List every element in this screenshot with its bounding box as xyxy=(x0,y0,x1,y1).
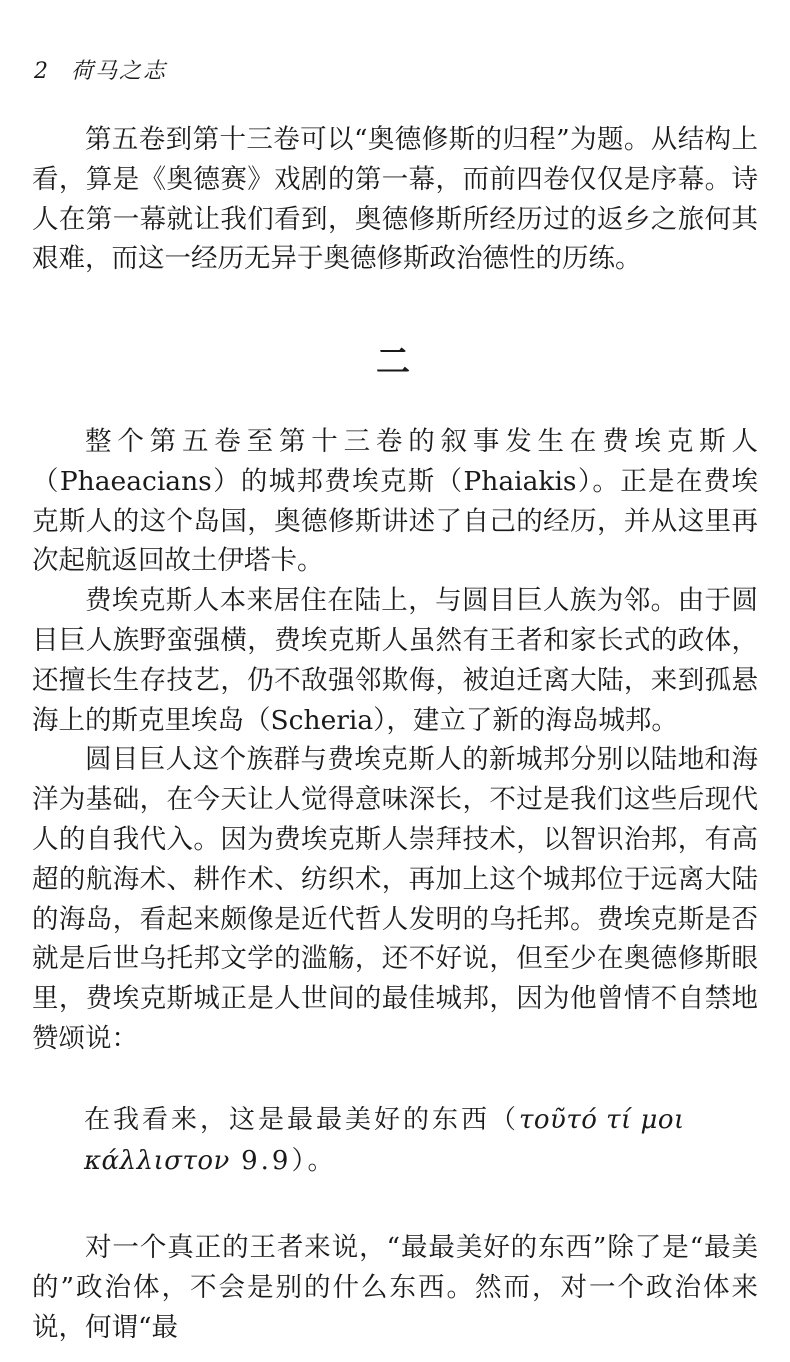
text-block-middle xyxy=(32,422,758,1059)
block-quote xyxy=(84,1100,756,1182)
text-block-bottom xyxy=(32,1228,758,1347)
running-header xyxy=(34,54,167,85)
section-number: 二 xyxy=(376,342,414,382)
text-block-top xyxy=(32,120,758,279)
running-title: 荷马之志 xyxy=(71,59,168,84)
paragraph: 整个第五卷至第十三卷的叙事发生在费埃克斯人（Phaeacians）的城邦费埃克斯（Phaiakis）。正是在费埃克斯人的这个岛国，奥德修斯讲述了自己的经历，并从这里再次起航返回故土伊塔卡。 xyxy=(32,426,758,577)
page-number: 2 xyxy=(34,59,50,84)
paragraph: 圆目巨人这个族群与费埃克斯人的新城邦分别以陆地和海洋为基础，在今天让人觉得意味深长，不过是我们这些后现代人的自我代入。因为费埃克斯人崇拜技术，以智识治邦，有高超的航海术、耕作术、纺织术，再加上这个城邦位于远离大陆的海岛，看起来颇像是近代哲人发明的乌托邦。费埃克斯是否就是后世乌托邦文学的滥觞，还不好说，但至少在奥德修斯眼里，费埃克斯城正是人世间的最佳城邦，因为他曾情不自禁地赞颂说： xyxy=(32,744,758,1054)
paragraph: 对一个真正的王者来说，“最最美好的东西”除了是“最美的”政治体，不会是别的什么东西。然而，对一个政治体来说，何谓“最 xyxy=(32,1232,758,1343)
paragraph: 第五卷到第十三卷可以“奥德修斯的归程”为题。从结构上看，算是《奥德赛》戏剧的第一幕，而前四卷仅仅是序幕。诗人在第一幕就让我们看到，奥德修斯所经历过的返乡之旅何其艰难，而这一经历无异于奥德修斯政治德性的历练。 xyxy=(32,124,758,275)
quote-reference: 9.9）。 xyxy=(229,1146,337,1176)
quote-text: 在我看来，这是最最美好的东西（ xyxy=(84,1105,520,1135)
paragraph: 费埃克斯人本来居住在陆上，与圆目巨人族为邻。由于圆目巨人族野蛮强横，费埃克斯人虽然有王者和家长式的政体，还擅长生存技艺，仍不敌强邻欺侮，被迫迁离大陆，来到孤悬海上的斯克里埃岛（Scheria），建立了新的海岛城邦。 xyxy=(32,585,758,736)
quote-greek: τοῦτό τί μοι κάλλιστον xyxy=(84,1105,685,1176)
